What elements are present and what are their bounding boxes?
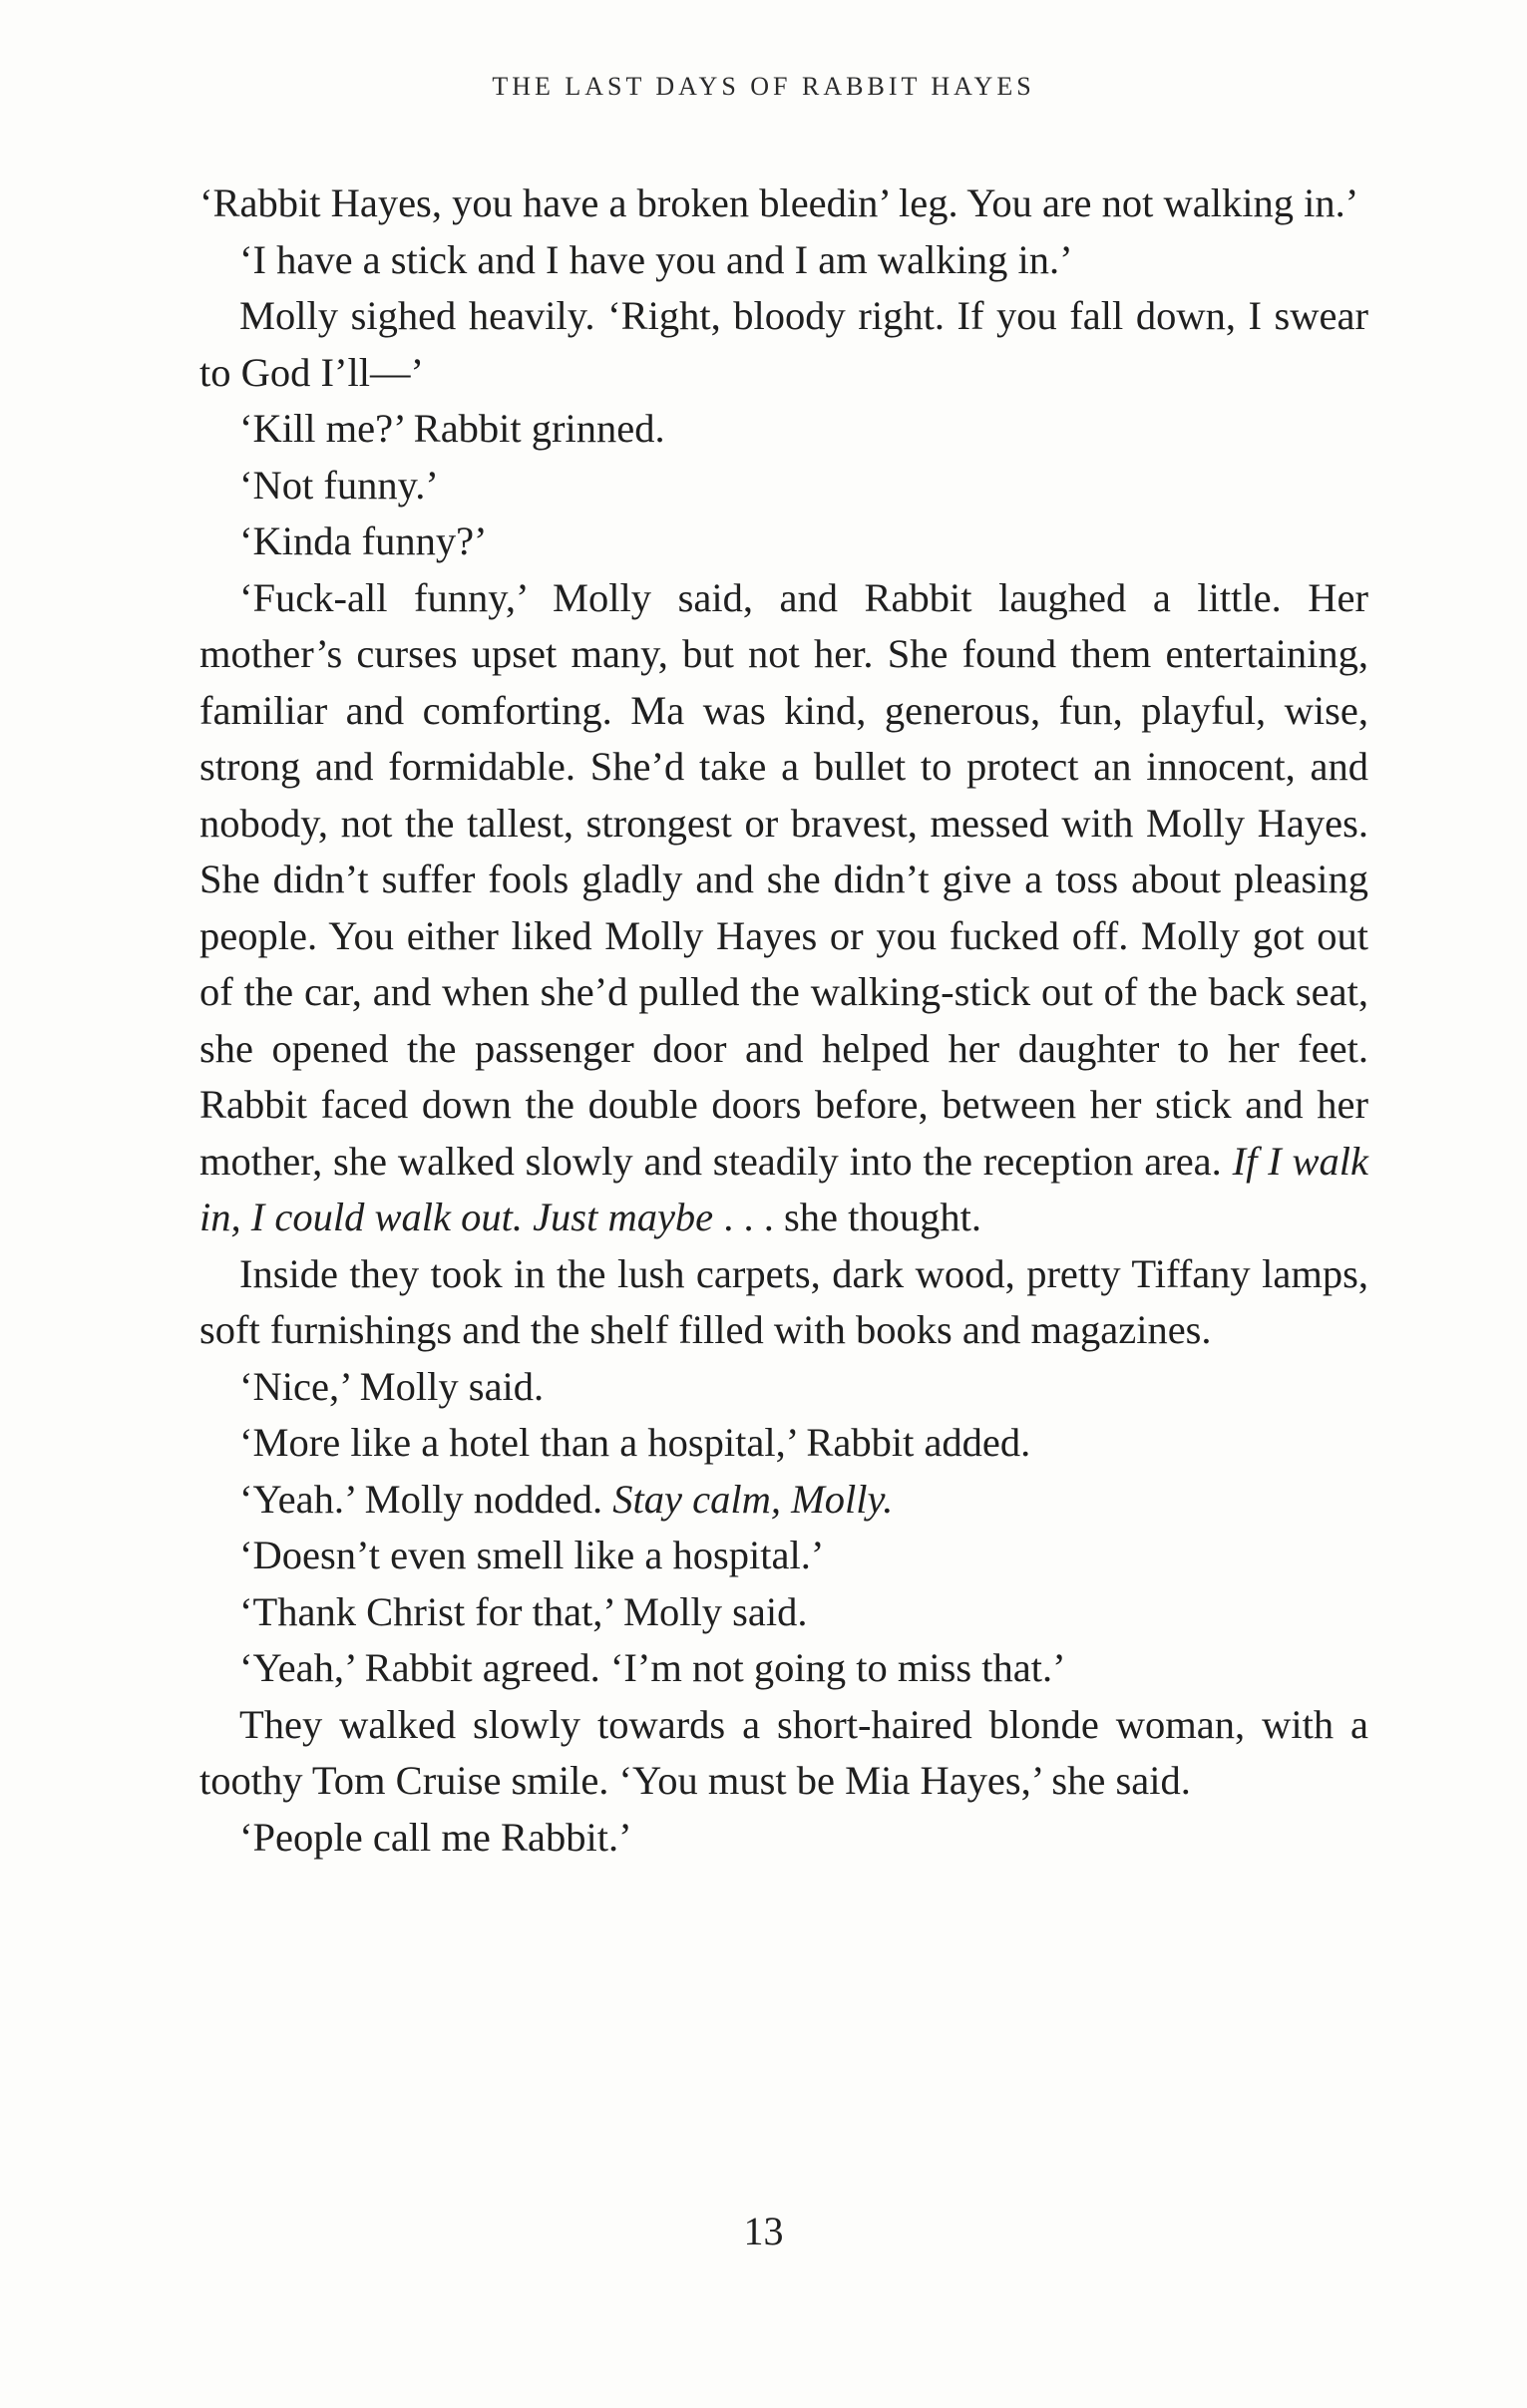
- paragraph: ‘Yeah,’ Rabbit agreed. ‘I’m not going to miss that.’: [239, 1645, 1066, 1690]
- paragraph: ‘Kinda funny?’: [239, 518, 488, 563]
- running-head: THE LAST DAYS OF RABBIT HAYES: [492, 72, 1035, 101]
- paragraph: ‘Kill me?’ Rabbit grinned.: [239, 406, 665, 451]
- paragraph: ‘People call me Rabbit.’: [239, 1814, 632, 1860]
- paragraph: They walked slowly towards a short-haired blonde woman, with a toothy Tom Cruise smile. ‘You must be Mia Hayes,’ she said.: [199, 1701, 1368, 1803]
- paragraph: ‘Yeah.’ Molly nodded. Stay calm, Molly.: [239, 1476, 894, 1522]
- paragraph: ‘Nice,’ Molly said.: [239, 1363, 545, 1409]
- paragraph: ‘Rabbit Hayes, you have a broken bleedin’ leg. You are not walking in.’: [199, 180, 1359, 225]
- paragraph: ‘Not funny.’: [239, 462, 439, 508]
- italic-thought: If I walk in, I could walk out. Just maybe: [199, 1138, 1369, 1239]
- paragraph: Inside they took in the lush carpets, dark wood, pretty Tiffany lamps, soft furnishings and the shelf filled with books and magazines.: [199, 1250, 1368, 1352]
- body-text: [199, 175, 1368, 1866]
- paragraph: ‘I have a stick and I have you and I am walking in.’: [239, 236, 1073, 282]
- paragraph: ‘Thank Christ for that,’ Molly said.: [239, 1588, 808, 1634]
- paragraph: Molly sighed heavily. ‘Right, bloody right. If you fall down, I swear to God I’ll—’: [199, 293, 1368, 395]
- paragraph: ‘Fuck-all funny,’ Molly said, and Rabbit laughed a little. Her mother’s curses upset many, but not her. She found them entertaining, familiar and comforting. Ma was kind, generous, fun, playful, wise, strong and formidable. She’d take a bullet to protect an innocent, and nobody, not the tallest, strongest or bravest, messed with Molly Hayes. She didn’t suffer fools gladly and she didn’t give a toss about pleasing people. You either liked Molly Hayes or you fucked off. Molly got out of the car, and when she’d pulled the walking-stick out of the back seat, she opened the passenger door and helped her daughter to her feet. Rabbit faced down the double doors before, between her stick and her mother, she walked slowly and steadily into the reception area. If I walk in, I could walk out. Just maybe . . . she thought.: [199, 574, 1369, 1239]
- paragraph: ‘More like a hotel than a hospital,’ Rabbit added.: [239, 1420, 1031, 1465]
- page-number: 13: [743, 2209, 784, 2253]
- paragraph: ‘Doesn’t even smell like a hospital.’: [239, 1533, 825, 1577]
- italic-thought: Stay calm, Molly.: [612, 1476, 894, 1522]
